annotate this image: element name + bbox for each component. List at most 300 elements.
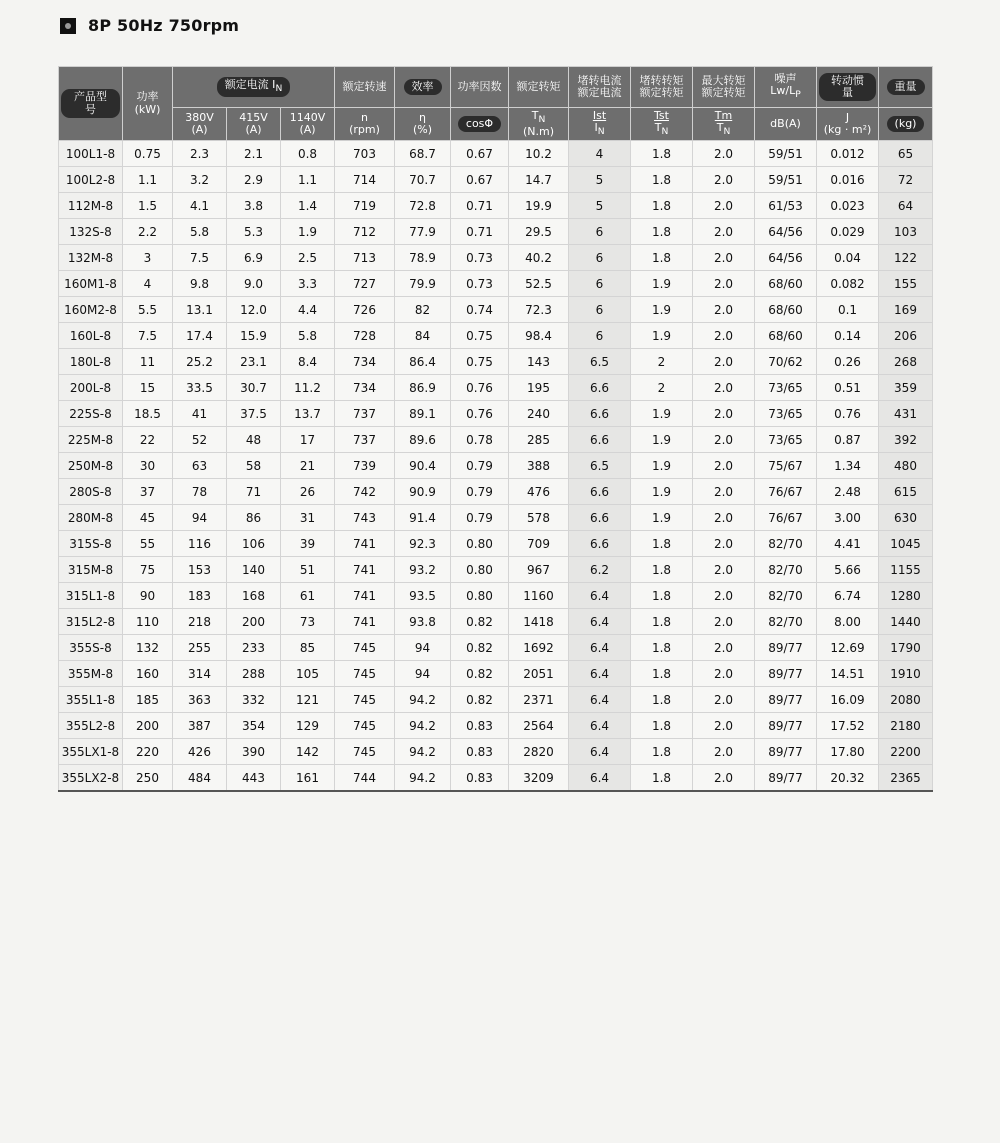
cell-weight: 1045 (879, 531, 933, 557)
cell-current-415v: 5.3 (227, 219, 281, 245)
table-row (59, 531, 933, 557)
table-row (59, 583, 933, 609)
cell-speed: 741 (335, 557, 395, 583)
cell-lrt-ratio: 1.9 (631, 297, 693, 323)
col-1140v: 1140V (A) (281, 108, 335, 141)
cell-power-factor: 0.67 (451, 167, 509, 193)
cell-bdt-ratio: 2.0 (693, 167, 755, 193)
col-noise: 噪声 $Lw/L_P$ (755, 67, 817, 108)
table-row (59, 713, 933, 739)
cell-current-415v: 86 (227, 505, 281, 531)
cell-efficiency: 94.2 (395, 765, 451, 792)
cell-current-415v: 71 (227, 479, 281, 505)
cell-weight: 1155 (879, 557, 933, 583)
col-380v: 380V (A) (173, 108, 227, 141)
cell-inertia: 0.1 (817, 297, 879, 323)
cell-weight: 1440 (879, 609, 933, 635)
col-speed-unit: n (rpm) (335, 108, 395, 141)
cell-bdt-ratio: 2.0 (693, 245, 755, 271)
cell-current-415v: 2.9 (227, 167, 281, 193)
cell-lrt-ratio: 1.9 (631, 479, 693, 505)
cell-efficiency: 94 (395, 661, 451, 687)
cell-current-415v: 233 (227, 635, 281, 661)
cell-lrc-ratio: 6.4 (569, 609, 631, 635)
cell-efficiency: 94.2 (395, 739, 451, 765)
cell-speed: 745 (335, 661, 395, 687)
cell-weight: 2180 (879, 713, 933, 739)
table-row (59, 765, 933, 792)
cell-noise: 89/77 (755, 765, 817, 792)
cell-lrt-ratio: 1.8 (631, 141, 693, 167)
cell-inertia: 16.09 (817, 687, 879, 713)
cell-current-415v: 9.0 (227, 271, 281, 297)
cell-lrt-ratio: 1.9 (631, 453, 693, 479)
table-row (59, 193, 933, 219)
cell-power: 11 (123, 349, 173, 375)
cell-bdt-ratio: 2.0 (693, 453, 755, 479)
cell-power-factor: 0.83 (451, 739, 509, 765)
cell-lrc-ratio: 6.4 (569, 583, 631, 609)
cell-speed: 745 (335, 739, 395, 765)
cell-current-415v: 15.9 (227, 323, 281, 349)
col-rated-current: 额定电流 $I_N$ (173, 67, 335, 108)
cell-speed: 742 (335, 479, 395, 505)
cell-lrc-ratio: 6 (569, 323, 631, 349)
cell-current-415v: 37.5 (227, 401, 281, 427)
col-weight: 重量 (879, 67, 933, 108)
cell-current-1140v: 26 (281, 479, 335, 505)
cell-current-380v: 4.1 (173, 193, 227, 219)
cell-efficiency: 90.4 (395, 453, 451, 479)
cell-bdt-ratio: 2.0 (693, 557, 755, 583)
cell-power-factor: 0.80 (451, 583, 509, 609)
cell-model: 160L-8 (59, 323, 123, 349)
cell-current-380v: 255 (173, 635, 227, 661)
table-row (59, 375, 933, 401)
cell-power: 15 (123, 375, 173, 401)
cell-lrc-ratio: 6.6 (569, 531, 631, 557)
cell-noise: 70/62 (755, 349, 817, 375)
cell-current-380v: 41 (173, 401, 227, 427)
col-breakdown-torque: 最大转矩 额定转矩 (693, 67, 755, 108)
cell-current-1140v: 51 (281, 557, 335, 583)
cell-noise: 68/60 (755, 271, 817, 297)
cell-lrc-ratio: 6.4 (569, 765, 631, 792)
cell-model: 180L-8 (59, 349, 123, 375)
cell-current-380v: 183 (173, 583, 227, 609)
cell-bdt-ratio: 2.0 (693, 765, 755, 792)
cell-model: 132M-8 (59, 245, 123, 271)
cell-model: 160M2-8 (59, 297, 123, 323)
cell-lrc-ratio: 6 (569, 297, 631, 323)
cell-torque: 40.2 (509, 245, 569, 271)
cell-inertia: 0.87 (817, 427, 879, 453)
col-torque-unit: $T_N$ (N.m) (509, 108, 569, 141)
cell-speed: 745 (335, 713, 395, 739)
cell-power-factor: 0.80 (451, 557, 509, 583)
cell-lrt-ratio: 1.9 (631, 427, 693, 453)
cell-lrc-ratio: 6.6 (569, 427, 631, 453)
motor-spec-table (58, 66, 933, 792)
cell-noise: 75/67 (755, 453, 817, 479)
cell-model: 355S-8 (59, 635, 123, 661)
cell-power-factor: 0.79 (451, 505, 509, 531)
col-bdt-unit: Tm $T_N$ (693, 108, 755, 141)
col-locked-rotor-current: 堵转电流 额定电流 (569, 67, 631, 108)
cell-speed: 744 (335, 765, 395, 792)
cell-efficiency: 93.2 (395, 557, 451, 583)
cell-efficiency: 84 (395, 323, 451, 349)
cell-power: 0.75 (123, 141, 173, 167)
cell-weight: 615 (879, 479, 933, 505)
cell-current-415v: 23.1 (227, 349, 281, 375)
cell-model: 315L1-8 (59, 583, 123, 609)
cell-current-380v: 484 (173, 765, 227, 792)
cell-bdt-ratio: 2.0 (693, 687, 755, 713)
cell-speed: 743 (335, 505, 395, 531)
cell-torque: 3209 (509, 765, 569, 792)
cell-torque: 1160 (509, 583, 569, 609)
cell-lrc-ratio: 6.6 (569, 401, 631, 427)
cell-lrt-ratio: 1.8 (631, 739, 693, 765)
cell-speed: 741 (335, 583, 395, 609)
cell-current-1140v: 21 (281, 453, 335, 479)
cell-power-factor: 0.82 (451, 687, 509, 713)
cell-noise: 76/67 (755, 479, 817, 505)
cell-model: 355L2-8 (59, 713, 123, 739)
cell-speed: 745 (335, 687, 395, 713)
cell-weight: 64 (879, 193, 933, 219)
cell-inertia: 0.04 (817, 245, 879, 271)
cell-weight: 1790 (879, 635, 933, 661)
table-row (59, 427, 933, 453)
table-row (59, 141, 933, 167)
cell-power-factor: 0.75 (451, 349, 509, 375)
page-title: 8P 50Hz 750rpm (88, 16, 240, 35)
cell-weight: 2365 (879, 765, 933, 792)
cell-weight: 392 (879, 427, 933, 453)
cell-lrt-ratio: 1.8 (631, 245, 693, 271)
col-model: 产品型号 (59, 67, 123, 141)
cell-current-1140v: 85 (281, 635, 335, 661)
cell-current-1140v: 121 (281, 687, 335, 713)
cell-power: 250 (123, 765, 173, 792)
cell-power-factor: 0.83 (451, 765, 509, 792)
cell-torque: 72.3 (509, 297, 569, 323)
cell-current-1140v: 0.8 (281, 141, 335, 167)
cell-efficiency: 94.2 (395, 713, 451, 739)
cell-torque: 10.2 (509, 141, 569, 167)
cell-speed: 739 (335, 453, 395, 479)
cell-current-380v: 25.2 (173, 349, 227, 375)
cell-torque: 143 (509, 349, 569, 375)
cell-current-415v: 288 (227, 661, 281, 687)
col-eff-unit: η (%) (395, 108, 451, 141)
cell-lrc-ratio: 6 (569, 219, 631, 245)
cell-efficiency: 70.7 (395, 167, 451, 193)
cell-model: 100L1-8 (59, 141, 123, 167)
cell-speed: 737 (335, 401, 395, 427)
cell-current-415v: 48 (227, 427, 281, 453)
cell-lrc-ratio: 6.4 (569, 739, 631, 765)
cell-inertia: 12.69 (817, 635, 879, 661)
cell-bdt-ratio: 2.0 (693, 375, 755, 401)
cell-current-415v: 140 (227, 557, 281, 583)
cell-model: 355L1-8 (59, 687, 123, 713)
cell-power: 132 (123, 635, 173, 661)
cell-torque: 98.4 (509, 323, 569, 349)
cell-power: 55 (123, 531, 173, 557)
cell-current-1140v: 161 (281, 765, 335, 792)
cell-bdt-ratio: 2.0 (693, 297, 755, 323)
cell-current-380v: 426 (173, 739, 227, 765)
cell-noise: 89/77 (755, 739, 817, 765)
cell-current-1140v: 39 (281, 531, 335, 557)
cell-efficiency: 94 (395, 635, 451, 661)
cell-current-380v: 33.5 (173, 375, 227, 401)
cell-power: 200 (123, 713, 173, 739)
table-row (59, 453, 933, 479)
cell-noise: 61/53 (755, 193, 817, 219)
table-row (59, 271, 933, 297)
cell-noise: 73/65 (755, 401, 817, 427)
cell-torque: 388 (509, 453, 569, 479)
cell-power: 4 (123, 271, 173, 297)
cell-model: 355LX1-8 (59, 739, 123, 765)
cell-efficiency: 90.9 (395, 479, 451, 505)
cell-lrt-ratio: 1.9 (631, 401, 693, 427)
cell-lrt-ratio: 1.8 (631, 167, 693, 193)
cell-current-380v: 218 (173, 609, 227, 635)
col-pf-unit: cosΦ (451, 108, 509, 141)
cell-lrc-ratio: 6.2 (569, 557, 631, 583)
cell-current-1140v: 1.9 (281, 219, 335, 245)
cell-weight: 65 (879, 141, 933, 167)
cell-bdt-ratio: 2.0 (693, 713, 755, 739)
table-row (59, 297, 933, 323)
cell-inertia: 0.14 (817, 323, 879, 349)
cell-lrc-ratio: 6.4 (569, 687, 631, 713)
cell-current-1140v: 129 (281, 713, 335, 739)
cell-current-415v: 106 (227, 531, 281, 557)
cell-lrt-ratio: 2 (631, 375, 693, 401)
cell-lrc-ratio: 6 (569, 271, 631, 297)
cell-current-380v: 78 (173, 479, 227, 505)
cell-lrt-ratio: 1.9 (631, 271, 693, 297)
cell-model: 225S-8 (59, 401, 123, 427)
cell-current-380v: 7.5 (173, 245, 227, 271)
cell-efficiency: 92.3 (395, 531, 451, 557)
cell-noise: 82/70 (755, 609, 817, 635)
cell-torque: 285 (509, 427, 569, 453)
cell-efficiency: 77.9 (395, 219, 451, 245)
cell-current-1140v: 1.1 (281, 167, 335, 193)
cell-lrt-ratio: 1.8 (631, 609, 693, 635)
cell-power-factor: 0.67 (451, 141, 509, 167)
cell-weight: 206 (879, 323, 933, 349)
cell-efficiency: 89.1 (395, 401, 451, 427)
cell-current-380v: 116 (173, 531, 227, 557)
cell-current-380v: 17.4 (173, 323, 227, 349)
table-row (59, 479, 933, 505)
cell-lrc-ratio: 6.4 (569, 635, 631, 661)
cell-model: 250M-8 (59, 453, 123, 479)
cell-efficiency: 79.9 (395, 271, 451, 297)
cell-power: 75 (123, 557, 173, 583)
cell-lrt-ratio: 1.8 (631, 583, 693, 609)
page-header (60, 16, 239, 35)
cell-current-415v: 2.1 (227, 141, 281, 167)
table-row (59, 505, 933, 531)
cell-inertia: 0.082 (817, 271, 879, 297)
cell-weight: 72 (879, 167, 933, 193)
cell-bdt-ratio: 2.0 (693, 531, 755, 557)
cell-bdt-ratio: 2.0 (693, 635, 755, 661)
cell-bdt-ratio: 2.0 (693, 193, 755, 219)
cell-noise: 89/77 (755, 635, 817, 661)
col-weight-unit: (kg) (879, 108, 933, 141)
table-row (59, 167, 933, 193)
cell-speed: 741 (335, 531, 395, 557)
cell-power-factor: 0.71 (451, 219, 509, 245)
cell-lrt-ratio: 1.9 (631, 323, 693, 349)
cell-current-415v: 200 (227, 609, 281, 635)
cell-weight: 1280 (879, 583, 933, 609)
table-row (59, 349, 933, 375)
cell-current-380v: 3.2 (173, 167, 227, 193)
cell-model: 280M-8 (59, 505, 123, 531)
cell-model: 280S-8 (59, 479, 123, 505)
cell-current-380v: 13.1 (173, 297, 227, 323)
cell-lrt-ratio: 1.8 (631, 713, 693, 739)
cell-torque: 476 (509, 479, 569, 505)
cell-model: 200L-8 (59, 375, 123, 401)
cell-weight: 2080 (879, 687, 933, 713)
cell-power-factor: 0.79 (451, 479, 509, 505)
cell-lrc-ratio: 5 (569, 167, 631, 193)
cell-noise: 64/56 (755, 219, 817, 245)
cell-power: 220 (123, 739, 173, 765)
cell-efficiency: 93.8 (395, 609, 451, 635)
cell-power: 30 (123, 453, 173, 479)
table-row (59, 661, 933, 687)
cell-lrc-ratio: 6.6 (569, 505, 631, 531)
cell-current-380v: 52 (173, 427, 227, 453)
cell-weight: 2200 (879, 739, 933, 765)
cell-model: 112M-8 (59, 193, 123, 219)
cell-current-1140v: 73 (281, 609, 335, 635)
cell-noise: 82/70 (755, 531, 817, 557)
cell-noise: 68/60 (755, 323, 817, 349)
cell-power: 90 (123, 583, 173, 609)
cell-bdt-ratio: 2.0 (693, 505, 755, 531)
table-row (59, 557, 933, 583)
cell-efficiency: 86.4 (395, 349, 451, 375)
cell-speed: 719 (335, 193, 395, 219)
cell-speed: 727 (335, 271, 395, 297)
cell-speed: 703 (335, 141, 395, 167)
table-row (59, 635, 933, 661)
table-row (59, 219, 933, 245)
cell-current-415v: 354 (227, 713, 281, 739)
cell-current-1140v: 61 (281, 583, 335, 609)
cell-model: 315M-8 (59, 557, 123, 583)
cell-model: 100L2-8 (59, 167, 123, 193)
cell-noise: 76/67 (755, 505, 817, 531)
cell-torque: 1418 (509, 609, 569, 635)
cell-weight: 630 (879, 505, 933, 531)
cell-efficiency: 72.8 (395, 193, 451, 219)
cell-bdt-ratio: 2.0 (693, 739, 755, 765)
cell-bdt-ratio: 2.0 (693, 349, 755, 375)
cell-lrt-ratio: 1.8 (631, 661, 693, 687)
cell-current-380v: 387 (173, 713, 227, 739)
cell-lrc-ratio: 6.6 (569, 375, 631, 401)
cell-current-415v: 30.7 (227, 375, 281, 401)
cell-power: 7.5 (123, 323, 173, 349)
col-power-factor: 功率因数 (451, 67, 509, 108)
cell-noise: 89/77 (755, 661, 817, 687)
cell-power: 22 (123, 427, 173, 453)
cell-current-380v: 9.8 (173, 271, 227, 297)
col-415v: 415V (A) (227, 108, 281, 141)
cell-current-1140v: 1.4 (281, 193, 335, 219)
cell-model: 132S-8 (59, 219, 123, 245)
cell-lrc-ratio: 6.5 (569, 349, 631, 375)
cell-current-1140v: 17 (281, 427, 335, 453)
table-row (59, 323, 933, 349)
cell-speed: 728 (335, 323, 395, 349)
cell-power-factor: 0.76 (451, 401, 509, 427)
cell-current-1140v: 105 (281, 661, 335, 687)
cell-current-1140v: 31 (281, 505, 335, 531)
cell-noise: 59/51 (755, 141, 817, 167)
cell-power-factor: 0.82 (451, 661, 509, 687)
cell-lrc-ratio: 6.4 (569, 713, 631, 739)
cell-current-1140v: 8.4 (281, 349, 335, 375)
cell-speed: 712 (335, 219, 395, 245)
cell-current-415v: 58 (227, 453, 281, 479)
cell-inertia: 6.74 (817, 583, 879, 609)
table-row (59, 609, 933, 635)
cell-bdt-ratio: 2.0 (693, 141, 755, 167)
cell-inertia: 2.48 (817, 479, 879, 505)
cell-power-factor: 0.76 (451, 375, 509, 401)
cell-power: 37 (123, 479, 173, 505)
cell-lrt-ratio: 1.8 (631, 765, 693, 792)
cell-model: 315S-8 (59, 531, 123, 557)
cell-weight: 268 (879, 349, 933, 375)
cell-torque: 2371 (509, 687, 569, 713)
cell-current-415v: 390 (227, 739, 281, 765)
cell-torque: 240 (509, 401, 569, 427)
cell-lrt-ratio: 1.8 (631, 687, 693, 713)
col-lrc-unit: Ist $I_N$ (569, 108, 631, 141)
cell-current-415v: 168 (227, 583, 281, 609)
cell-lrt-ratio: 1.8 (631, 193, 693, 219)
cell-current-415v: 3.8 (227, 193, 281, 219)
cell-power-factor: 0.80 (451, 531, 509, 557)
cell-weight: 359 (879, 375, 933, 401)
col-inertia-unit: J (kg · m²) (817, 108, 879, 141)
cell-inertia: 17.52 (817, 713, 879, 739)
cell-weight: 122 (879, 245, 933, 271)
cell-power: 110 (123, 609, 173, 635)
cell-noise: 64/56 (755, 245, 817, 271)
cell-current-1140v: 4.4 (281, 297, 335, 323)
cell-bdt-ratio: 2.0 (693, 271, 755, 297)
cell-torque: 578 (509, 505, 569, 531)
